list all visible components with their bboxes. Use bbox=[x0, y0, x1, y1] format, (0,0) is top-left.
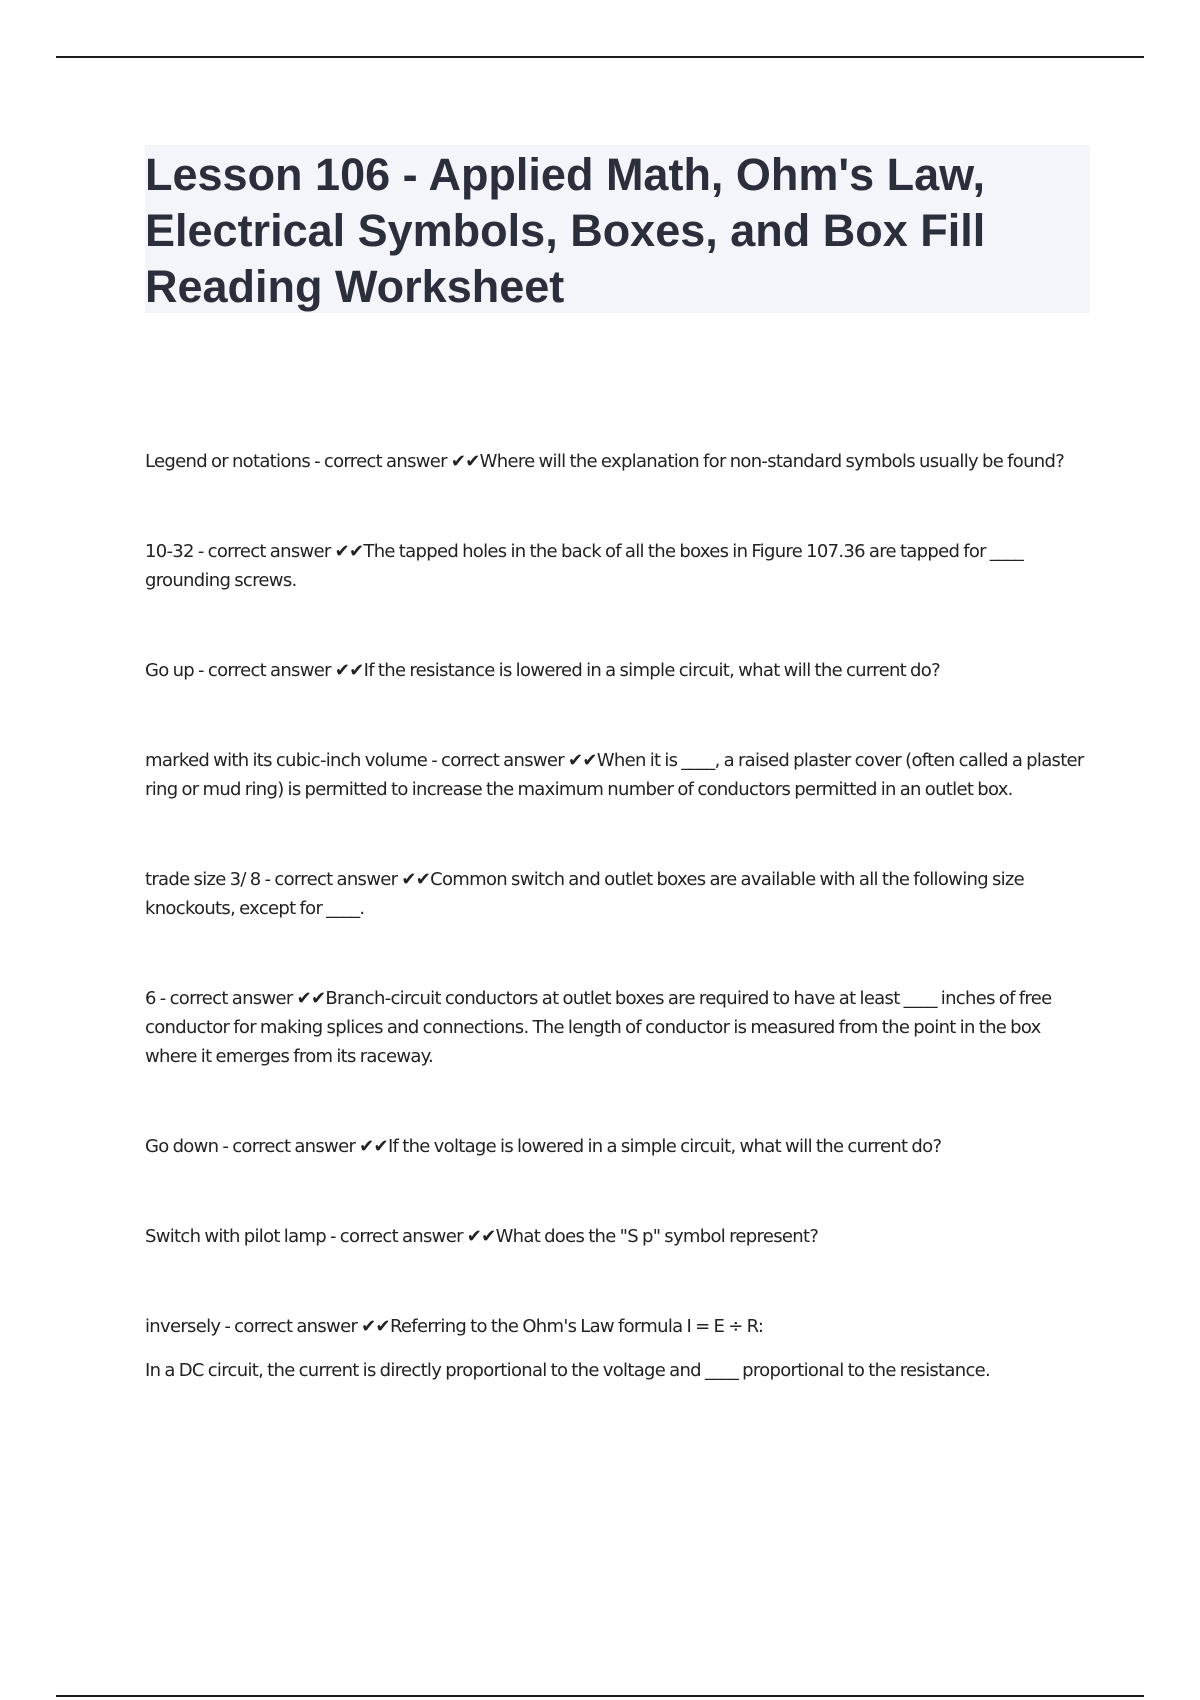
answer-text: 10-32 bbox=[145, 541, 194, 562]
question-text: When it is ____, a raised plaster cover (often called a plaster ring or mud ring) is permitted to increase the maximum number of conductors permitted in an outlet box. bbox=[145, 750, 1084, 800]
answer-text: marked with its cubic-inch volume bbox=[145, 750, 428, 771]
page-title: Lesson 106 - Applied Math, Ohm's Law, Electrical Symbols, Boxes, and Box Fill Reading Worksheet bbox=[145, 149, 986, 312]
answer-separator: - correct answer ✔✔ bbox=[155, 988, 326, 1009]
question-text: Branch-circuit conductors at outlet boxes are required to have at least ____ inches of free conductor for making splices and connections. The length of conductor is measured from the point in the box where it emerges from its raceway. bbox=[145, 988, 1052, 1067]
answer-text: Switch with pilot lamp bbox=[145, 1226, 326, 1247]
qa-item-6 bbox=[145, 984, 1090, 1071]
answer-text: inversely bbox=[145, 1316, 221, 1337]
qa-item-3 bbox=[145, 656, 1090, 685]
answer-text: trade size 3/ 8 bbox=[145, 869, 261, 890]
answer-separator: - correct answer ✔✔ bbox=[427, 750, 597, 771]
question-text: What does the "S p" symbol represent? bbox=[495, 1226, 819, 1247]
answer-text: 6 bbox=[145, 988, 156, 1009]
qa-item-7 bbox=[145, 1132, 1090, 1161]
qa-item-2 bbox=[145, 537, 1090, 595]
answer-separator: - correct answer ✔✔ bbox=[260, 869, 431, 890]
title-block bbox=[145, 145, 1090, 313]
answer-text: Legend or notations bbox=[145, 451, 311, 472]
answer-separator: - correct answer ✔✔ bbox=[310, 451, 480, 472]
qa-item-1 bbox=[145, 447, 1090, 476]
qa-item-5 bbox=[145, 865, 1090, 923]
question-text: The tapped holes in the back of all the boxes in Figure 107.36 are tapped for ____ grounding screws. bbox=[145, 541, 1024, 591]
answer-separator: - correct answer ✔✔ bbox=[220, 1316, 390, 1337]
answer-separator: - correct answer ✔✔ bbox=[325, 1226, 496, 1247]
question-text: If the resistance is lowered in a simple circuit, what will the current do? bbox=[363, 660, 940, 681]
answer-text: Go down bbox=[145, 1136, 219, 1157]
question-text: Where will the explanation for non-standard symbols usually be found? bbox=[479, 451, 1065, 472]
qa-item-8 bbox=[145, 1222, 1090, 1251]
qa-item-9 bbox=[145, 1312, 1090, 1385]
answer-separator: - correct answer ✔✔ bbox=[193, 541, 364, 562]
answer-separator: - correct answer ✔✔ bbox=[194, 660, 364, 681]
top-rule bbox=[56, 56, 1144, 58]
qa-list bbox=[145, 447, 1090, 1385]
question-extra-text: In a DC circuit, the current is directly proportional to the voltage and ____ proportional to the resistance. bbox=[145, 1360, 991, 1381]
question-text: Referring to the Ohm's Law formula I = E ÷ R: bbox=[389, 1316, 764, 1337]
question-text: If the voltage is lowered in a simple circuit, what will the current do? bbox=[387, 1136, 942, 1157]
qa-item-4 bbox=[145, 746, 1090, 804]
question-text: Common switch and outlet boxes are available with all the following size knockouts, except for ____. bbox=[145, 869, 1025, 919]
bottom-rule bbox=[56, 1695, 1144, 1697]
answer-separator: - correct answer ✔✔ bbox=[218, 1136, 388, 1157]
answer-text: Go up bbox=[145, 660, 195, 681]
